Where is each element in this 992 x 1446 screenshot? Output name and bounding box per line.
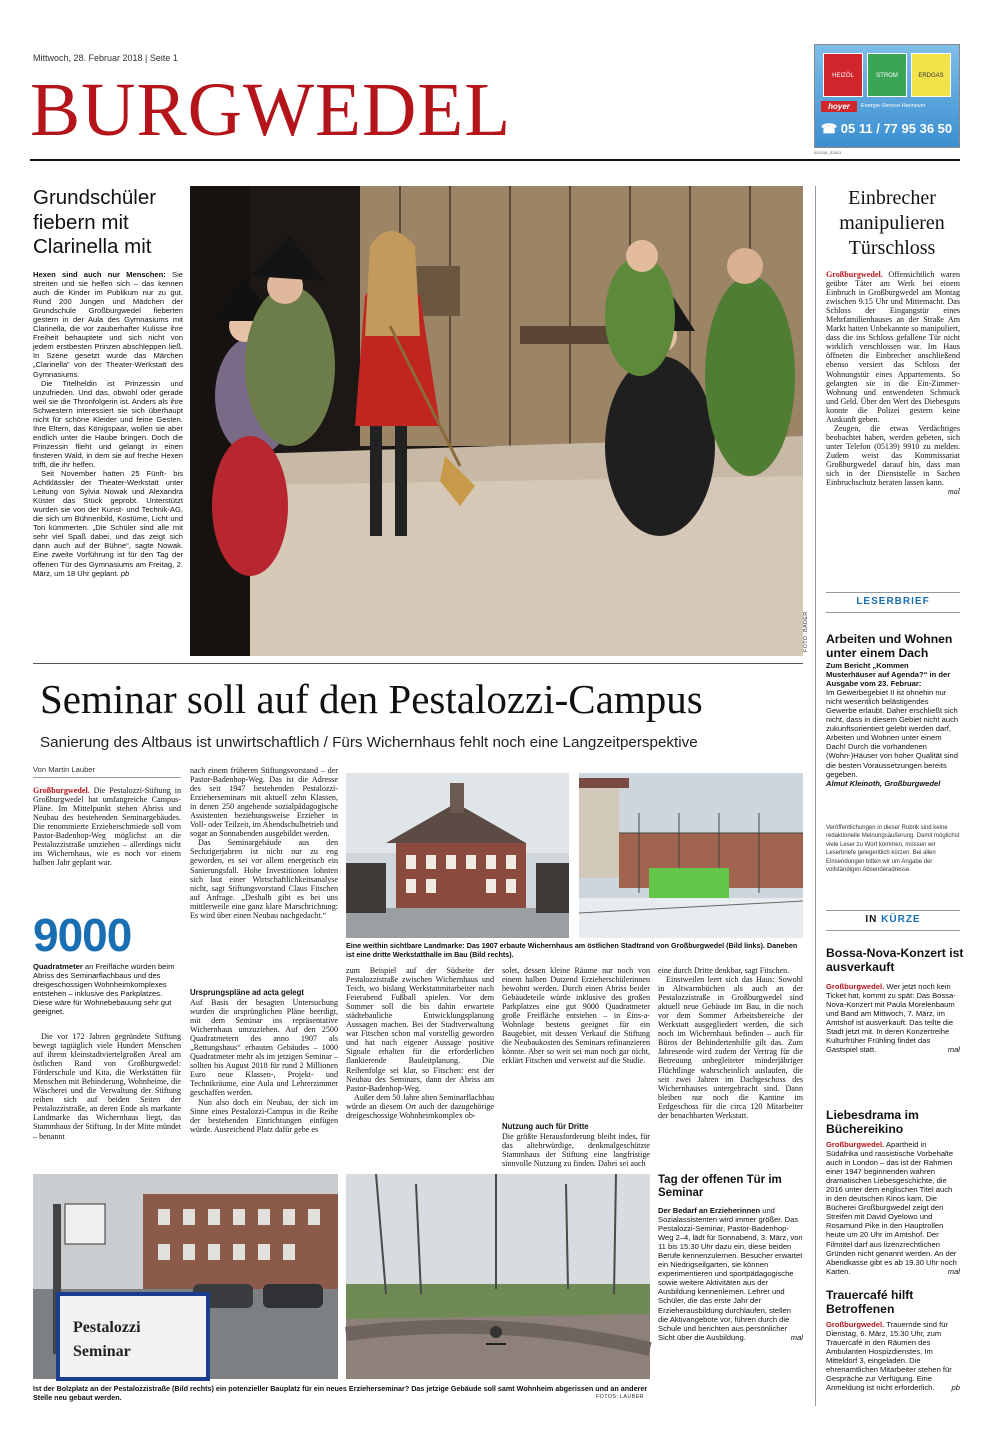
main-col2: nach einem früheren Stiftungsvorstand – der Pastor-Badenhop-Weg. Das ist die Adresse des seit 1947 bestehenden Pestalozzi-Erzieherseminars mit aktuell zehn Klassen, in denen 250 angehende sozialpädagogische Assistenten beziehungsweise Erzieher in Voll- oder Teilzeit, im Abendschulbetrieb und sogar an Sonnabenden ausgebildet werden. Das Seminargebäude aus den Sechzigerjahren ist nicht nur zu eng geworden, es sei vor allem energetisch ein Sanierungsfall. Hohe Investitionen lohnten sich laut einer Wirtschaftlichkeitsanalyse nicht, sagt Stiftungsvorstand Claus Fitschen auf Anfrage. „Deshalb gibt es bei uns mittlerweile eine ganz klare Marschrichtung: Es wird über einen Neubau nachgedacht.“ xyxy=(190,766,338,920)
letter-headline: Arbeiten und Wohnen unter einem Dach xyxy=(826,632,953,660)
ad-code: 021016_S1813 xyxy=(814,150,842,155)
main-col3: zum Beispiel auf der Südseite der Pestalozzistraße zwischen Wichernhaus und Teich, wo bislang Werkstattmitarbeiter nach Feierabend Fußball spielen. Vor dem Sommer soll die bis dahin erwartete städtebauliche Entwicklungsplanung Aussagen machen. Bei der Stadtverwaltung war Fitschen schon mal vorstellig geworden und hat nach eigener Aussage positive Signale erhalten für die erforderlichen flankierende Bauleitplanung. Die Reihenfolge sei klar, so Fitschen: erst der Neubau des Seminars, dann der Abriss am Pastor-Badenhop-Weg. Außer dem 50 Jahre alten Seminarflachbau würde an diesem Ort auch der dazugehörige dreigeschossige Wohnheimkomplex ob- xyxy=(346,966,495,1120)
advertisement[interactable] xyxy=(814,44,960,148)
main-headline: Seminar soll auf den Pestalozzi-Campus xyxy=(40,676,703,722)
sign-text-line-2: Seminar xyxy=(73,1343,131,1360)
main-col1-bottom: Die vor 172 Jahren gegründete Stiftung bewegt tagtäglich viele Hundert Menschen auf ihrem kleinstadtviertelgroßen Areal am östlichen Rand von Großburgwedel: Förderschule und Kita, die Werkstätten für Menschen mit Behinderung, Wohnheime, die Wäscherei und die Verwaltung der Stiftung reihen sich auf beiden Seiten der Pestalozzistraße, an deren Ende als markante Landmarke das Wichernhaus liegt, das Stammhaus der Stiftung. In der Mitte mündet – benannt xyxy=(33,1032,181,1141)
main-col4-b: Die größte Herausforderung bleibt indes, für das altehrwürdige, denkmalgeschützte Stammhaus der Stiftung eine langfristige sinnvolle Nutzung zu finden. Dabei sei auch xyxy=(502,1132,650,1169)
brief-body-1: Großburgwedel. Wer jetzt noch kein Ticket hat, kommt zu spät: Das Bossa-Nova-Konzert mit Paula Morelenbaum und Band am Mittwoch, 7. März, im Amtshof ist ausverkauft. Das teilte die Stadt jetzt mit. In deren Konzertreihe Kulturfrüher Frühling findet das Gastspiel statt. mal xyxy=(826,982,960,1055)
subhead-1: Ursprungspläne ad acta gelegt xyxy=(190,988,304,997)
divider xyxy=(826,612,960,613)
brief-body-3: Großburgwedel. Trauernde sind für Dienstag, 6. März, 15.30 Uhr, zum Trauercafé in den Räumen des Ambulanten Hospizdienstes, Im Mitteldorf 3, eingeladen. Die ehrenamtlichen Mitarbeiter stehen für Gespräche zur Verfügung. Eine Anmeldung ist nicht erforderlich. pb xyxy=(826,1320,960,1393)
open-day-headline: Tag der offenen Tür im Seminar xyxy=(658,1174,782,1199)
letters-section-tag: LESERBRIEF xyxy=(856,596,930,607)
brief-headline-2: Liebesdrama im Büchereikino xyxy=(826,1108,919,1136)
ad-tile-heating-oil: HEIZÖL xyxy=(823,53,863,97)
divider xyxy=(826,930,960,931)
workshop-construction-photo xyxy=(579,773,803,938)
sign-text-line-1: Pestalozzi xyxy=(73,1319,141,1336)
theater-photo xyxy=(190,186,803,656)
column-divider-right xyxy=(815,186,816,1406)
main-col2-cont xyxy=(190,884,338,946)
bottom-photo-credit: FOTOS: LAUBER xyxy=(596,1394,644,1400)
lead-body: Hexen sind auch nur Menschen: Sie streiten und sie helfen sich – das kennen auch die Kinder im Publikum nur zu gut. Rund 200 Jungen und Mädchen der Grundschule Großburgwedel fieberten gestern in der Aula des Gymnasiums mit Clarinella, die vor zauberhafter Kulisse ihre Freiheit behauptete und sich nicht von jedem erstbesten Prinzen abschleppen ließ. In Szene gesetzt wurde das Märchen „Clarinella“ von der Theater-Werkstatt des Gymnasiums. Die Titelheldin ist Prinzessin und unzufrieden. Und das, obwohl oder gerade weil sie die Thronfolgerin ist. Anders als ihre Schwestern interessiert sie sich überhaupt nicht für schöne Kleider und feine Gesten. Ihre Eltern, das Königspaar, wollen sie aber endlich unter die Haube bringen. Doch die Prinzessin flieht und gelangt in einen finsteren Wald, in dem sie auf freche Hexen trifft, die ihr helfen. Seit November hatten 25 Fünft- bis Achtklässler der Theater-Werkstatt unter Leitung von Sylvia Nowak und Alexandra Küster das Stück geprobt. Unterstützt wurden sie von der Kunst- und Technik-AG, die sich um Bühnenbild, Kostüme, Licht und Ton kümmerten. „Die Schüler sind alle mit sehr viel Spaß dabei, und das zeigt sich dann auch auf der Bühne“, sagte Nowak. Eine zweite Vorführung ist für den Tag der offenen Tür des Gymnasiums am Freitag, 2. März, um 18 Uhr geplant. pb xyxy=(33,270,183,578)
ad-tile-electricity: STROM xyxy=(867,53,907,97)
byline-rule xyxy=(33,777,181,778)
letter-note: Veröffentlichungen in dieser Rubrik sind keine redaktionelle Meinungsäußerung. Damit möglichst viele Leser zu Wort kommen, müssen wir Leserbriefe gelegentlich kürzen. Bei allen Einsendungen bitten wir um Angabe der vollständigen Absenderadresse. xyxy=(826,825,960,874)
story-rule xyxy=(33,663,803,664)
main-byline: Von Martin Lauber xyxy=(33,765,96,774)
lead-headline: Grundschüler fiebern mit Clarinella mit xyxy=(33,186,157,258)
subhead-2: Nutzung auch für Dritte xyxy=(502,1122,589,1131)
seminar-building-photo xyxy=(33,1174,338,1379)
masthead-rule xyxy=(30,159,960,161)
dateline: Mittwoch, 28. Februar 2018 | Seite 1 xyxy=(33,53,178,63)
brief-headline-3: Trauercafé hilft Betroffenen xyxy=(826,1288,914,1316)
page-title: BURGWEDEL xyxy=(30,68,512,152)
lead-photo-credit: FOTO: BADER xyxy=(803,611,809,652)
side-body: Großburgwedel. Offensichtlich waren geübte Täter am Werk bei einem Einbruch in Großburgwedel am Montag zwischen 9.15 Uhr und Mittemacht. Das Schloss der Eingangstür eines Mehrfamilienhauses an der Straße Am Markt hatten Unbekannte so manipuliert, dass die ins Schloss gefallene Tür nicht wirklich verschlossen war. Im Haus öffneten die Einbrecher anschließend ebenso versiert das Schloss der Wohnungstür eines Appartements. So gelangten sie in die Ein-Zimmer-Wohnung und entwendeten Schmuck und Geld. Über den Wert des Diebesguts konnte die Polizei gestern keine Auskunft geben. Zeugen, die etwas Verdächtiges beobachtet haben, werden gebeten, sich unter Telefon (05139) 9910 zu melden. Zudem weist das Kommissariat Großburgwedel darauf hin, dass man sich in der Dienststelle in Sachen Einbruchschutz beraten lassen kann. mal xyxy=(826,270,960,497)
fact-text: Quadratmeter an Freifläche würden beim Abriss des Seminarflachbaus und des dreigeschossigen Wohnheimkomplexes entstehen – inklusive des Parkplatzes. Diese wäre für Wohnebebauung sehr gut geeignet. xyxy=(33,962,175,1017)
brief-section-tag: IN KÜRZE xyxy=(865,914,921,925)
side-headline: Einbrecher manipulieren Türschloss xyxy=(839,187,945,259)
main-subhead: Sanierung des Altbaus ist unwirtschaftlich / Fürs Wichernhaus fehlt noch eine Langzeitperspektive xyxy=(40,734,698,751)
open-day-box xyxy=(658,1174,803,1406)
main-col4: solet, dessen kleine Räume nur noch von einem halben Dutzend Erzieherschülerinnen bewohnt werden. Durch einen Abriss beider Gebäudeteile würde inklusive des großen Parkplatzes eine gut 9000 Quadratmeter große Freifläche entstehen – in Eins-a-Wohnlage bestens geeignet für ein Baugebiet, mit dessen Verkauf die Stiftung die Neubaukosten des Seminars refinanzieren könnte. Aber so weit sei man noch gar nicht, erklärt Fitschen und verweist auf die Studie. xyxy=(502,966,650,1066)
divider xyxy=(826,592,960,593)
letter-body: Zum Bericht „Kommen Musterhäuser auf Agenda?“ in der Ausgabe vom 23. Februar: Im Gewerbegebiet II ist ohnehin nur nicht wesentlich belästigendes Gewerbe erlaubt. Daher erschließt sich nicht, dass in diesem Gebiet nicht auch zukunftsorientiert gelebt werden darf, Arbeiten und Wohnen unter einem Dach! Durch die vorhandenen (Wohn-)Häuser von hoher Qualität sind die besten Voraussetzungen bereits gegeben. Almut Kleinoth, Großburgwedel xyxy=(826,661,959,788)
divider xyxy=(826,910,960,911)
brief-body-2: Großburgwedel. Apartheid in Südafrika und rassistische Vorbehalte auch in London – das ist der Rahmen einer 1947 beginnenden wahren dramatischen Liebesgeschichte, die 2016 unter dem englischen Titel auch in den deutschen Kinos kam. Die Bücherei Großburgwedel zeigt den Streifen mit David Oyelowo und Rosamund Pike in den Hauptrollen heute um 20 Uhr im Amtshof. Der Filmtitel darf aus lizenzrechtlichen Gründen nicht genannt werden. An der Abendkasse gibt es ab 19.30 Uhr noch Karten. mal xyxy=(826,1140,960,1276)
caption-top: Eine weithin sichtbare Landmarke: Das 1907 erbaute Wichernhaus am östlichen Stadtrand von Großburgwedel (Bild links). Daneben ist eine dritte Werkstatthalle im Bau (Bild rechts). xyxy=(346,941,798,959)
brief-headline-1: Bossa-Nova-Konzert ist ausverkauft xyxy=(826,946,964,974)
ad-brand-logo: hoyer xyxy=(821,101,857,112)
main-col5: eine durch Dritte denkbar, sagt Fitschen. Einstweilen leert sich das Haus: Sowohl in Altwarmbüchen als auch an der Pestalozzistraße in Großburgwedel sind aktuell neue Gebäude im Bau, in die noch vor dem Sommer Arbeitsbereiche der Werkstatt ausgegliedert werden, die sich noch im Wichernhaus befinden – auch für Büros der Behindertenhilfe gilt das. Zum Jahresende wird zudem der Vertrag für die Betreuung unbegleiteter minderjähriger Flüchtlinge wahrscheinlich auslaufen, die seit zwei Jahren im Dachgeschoss des Wichernhauses untergebracht sind. Dann bleiben nur noch die Kantine im Erdgeschoss für die circa 120 Mitarbeiter der benachbarten Werkstatt. xyxy=(658,966,803,1120)
open-day-body: Der Bedarf an Erzieherinnen und Sozialassistenten wird immer größer. Das Pestalozzi-Seminar, Pastor-Badenhop-Weg 2–4, lädt für Sonnabend, 3. März, von 11 bis 15.30 Uhr dazu ein, diese beiden Berufe kennenzulernen. Besucher erwartet ein Niedrigseilgarten, sie können experimentieren und sportpädagogische sowie weitere Aktivitäten aus der Ausbildung kennenlernen. Lehrer und Schüler, die das erste Jahr der Erzieherausbildung durchlaufen, stellen die Aktivangebote vor, führen durch die Schule und berichten aus persönlicher Sicht über die Ausbildung. mal xyxy=(658,1206,803,1342)
ad-service: Energie-Service Hannover xyxy=(861,103,926,109)
caption-bottom: Ist der Bolzplatz an der Pestalozzistraße (Bild rechts) ein potenzieller Bauplatz für ein neues Erzieherseminar? Das jetzige Gebäude soll samt Wohnheim abgerissen und an anderer Stelle neu gebaut werden. xyxy=(33,1384,648,1402)
main-col2-lower: Auf Basis der besagten Untersuchung wurden die ursprünglichen Pläne beerdigt, mit dem Seminar ins repräsentative Wichernhaus umzuziehen. Auf den 2500 Quadratmetern des anno 1907 als „Rettungshaus“ erbauten Gebäudes – 1000 Quadratmeter mehr als im jetzigen Seminar – sollten bis August 2018 für rund 2 Millionen Euro neue Klassen-, Projekt- und Technikräume, eine Aula und Lehrerzimmer geschaffen werden. Nun also doch ein Neubau, der sich im Sinne eines Pestalozzi-Campus in die Reihe der bestehenden Einrichtungen einfügen würde. Ausreichend Platz dafür gebe es xyxy=(190,998,338,1134)
wichernhaus-photo xyxy=(346,773,569,938)
ad-tile-gas: ERDGAS xyxy=(911,53,951,97)
ad-phone: ☎ 05 11 / 77 95 36 50 xyxy=(821,121,953,136)
football-field-photo xyxy=(346,1174,650,1379)
main-col1-top: Großburgwedel. Die Pestalozzi-Stiftung in Großburgwedel hat umfangreiche Campus-Pläne. Im Mittelpunkt stehen Abriss und Neubau des bestehenden Seminargebäudes. Die renommierte Erzieherschmiede soll vom Pastor-Badenhop-Weg möglichst an die Pestalozzistraße umziehen – allerdings nicht ins Wichernhaus, wie es noch vor einem halben Jahr geplant war. xyxy=(33,786,181,868)
fact-number: 9000 xyxy=(33,909,132,961)
